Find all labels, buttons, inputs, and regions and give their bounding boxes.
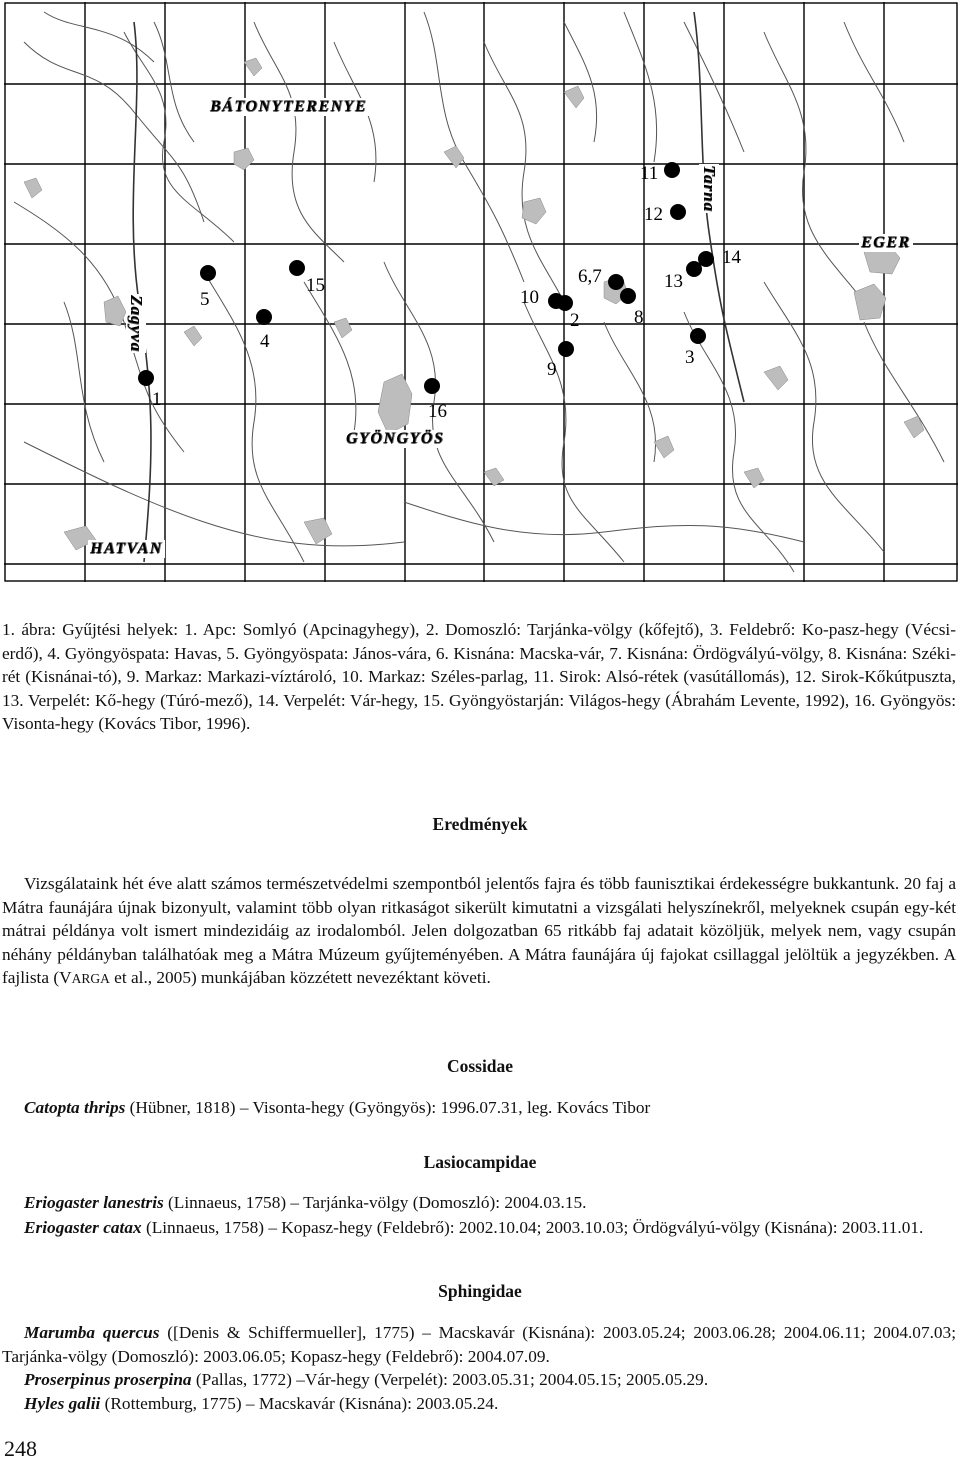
site-11-dot bbox=[664, 162, 680, 178]
site-6-7-dot bbox=[608, 274, 624, 290]
figure-caption: 1. ábra: Gyűjtési helyek: 1. Apc: Somlyó (Apcinagyhegy), 2. Domoszló: Tarjánka-völgy (kőfejtő), 3. Feldebrő: Ko-pasz-hegy (Vécsi-erdő), 4. Gyöngyöspata: Havas, 5. Gyöngyöspata: János-vára, 6. Kisnána: Macska-vár, 7. Kisnána: Ördögvályú-völgy, 8. Kisnána: Széki-rét (Kisnánai-tó), 9. Markaz: Markazi-víztároló, 10. Markaz: Széles-parlag, 11. Sirok: Alsó-rétek (vasútállomás), 12. Sirok-Kőkútpuszta, 13. Verpelét: Kő-hegy (Túró-mező), 14. Verpelét: Vár-hegy, 15. Gyöngyöstarján: Világos-hegy (Ábrahám Levente, 1992), 16. Gyöngyös: Visonta-hegy (Kovács Tibor, 1996). bbox=[2, 620, 956, 733]
species-entry bbox=[2, 1321, 956, 1368]
site-4-dot bbox=[256, 309, 272, 325]
site-16-dot bbox=[424, 378, 440, 394]
results-text-a: Vizsgálataink hét éve alatt számos természetvédelmi szempontból jelentős fajra és több faunisztikai érdekességre bukkantunk. 20 faj a Mátra faunájára újnak bizonyult, valamint több olyan ritkaságot sikerült kimutatni a vizsgálati helyszínekről, melyeknek csupán egy-két mátrai példánya volt ismert mindezidáig az irodalomból. Jelen dolgozatban 65 ritkább faj adatait közöljük, melyek nem, vagy csupán néhány példányban találhatóak meg a Mátra Múzeum gyűjteményében. A Mátra faunájára új fajokat csillaggal jelöltük a jegyzékben. A fajlista (V bbox=[2, 874, 956, 987]
results-heading: Eredmények bbox=[432, 814, 528, 834]
town-gyongyos: GYÖNGYÖS bbox=[346, 430, 445, 447]
site-label-6-7: 6,7 bbox=[578, 266, 602, 287]
site-9-dot bbox=[558, 341, 574, 357]
species-record: (Linnaeus, 1758) – Tarjánka-völgy (Domoszló): 2004.03.15. bbox=[163, 1193, 587, 1212]
species-entry bbox=[2, 1392, 956, 1416]
site-8-dot bbox=[620, 288, 636, 304]
town-hatvan: HATVAN bbox=[90, 540, 163, 557]
family-heading-lasiocampidae: Lasiocampidae bbox=[423, 1152, 537, 1172]
site-label-15: 15 bbox=[306, 275, 325, 296]
species-record: (Linnaeus, 1758) – Kopasz-hegy (Feldebrő): 2002.10.04; 2003.10.03; Ördögvályú-völgy (Kisnána): 2003.11.01. bbox=[141, 1218, 924, 1237]
town-eger: EGER bbox=[861, 234, 911, 251]
map-base bbox=[4, 2, 958, 582]
site-14-dot bbox=[698, 251, 714, 267]
site-label-8: 8 bbox=[634, 307, 644, 328]
species-name: Proserpinus proserpina bbox=[24, 1370, 192, 1389]
map-grid bbox=[4, 2, 958, 582]
species-entry bbox=[2, 1216, 956, 1240]
results-text-b: et al., 2005) munkájában közzétett nevezéktant követi. bbox=[109, 968, 491, 987]
river-zagyva: Zagyva bbox=[127, 295, 146, 352]
site-3-dot bbox=[690, 328, 706, 344]
site-label-10: 10 bbox=[520, 287, 539, 308]
site-label-14: 14 bbox=[722, 247, 741, 268]
species-name: Hyles galii bbox=[24, 1394, 101, 1413]
site-5-dot bbox=[200, 265, 216, 281]
site-1-dot bbox=[138, 370, 154, 386]
site-10-dot bbox=[548, 293, 564, 309]
site-label-3: 3 bbox=[685, 347, 695, 368]
site-label-12: 12 bbox=[644, 204, 663, 225]
site-label-16: 16 bbox=[428, 401, 447, 422]
site-15-dot bbox=[289, 260, 305, 276]
species-entry bbox=[2, 1096, 956, 1120]
site-label-2: 2 bbox=[570, 310, 580, 331]
collection-sites-map bbox=[4, 2, 958, 582]
river-tarna: Tarna bbox=[700, 165, 719, 212]
species-name: Catopta thrips bbox=[24, 1098, 126, 1117]
family-heading-sphingidae: Sphingidae bbox=[438, 1281, 522, 1301]
species-name: Eriogaster catax bbox=[24, 1218, 142, 1237]
species-record: ([Denis & Schiffermueller], 1775) – Macskavár (Kisnána): 2003.05.24; 2003.06.28; 2004.06.11; 2004.07.03; Tarjánka-völgy (Domoszló): 2003.06.05; Kopasz-hegy (Feldebrő): 2004.07.09. bbox=[2, 1323, 956, 1366]
site-label-1: 1 bbox=[152, 389, 162, 410]
map-settlements bbox=[24, 58, 924, 550]
species-name: Marumba quercus bbox=[24, 1323, 160, 1342]
site-label-11: 11 bbox=[640, 163, 659, 184]
site-label-5: 5 bbox=[200, 289, 210, 310]
species-entry bbox=[2, 1368, 956, 1392]
town-batonyterenye: BÁTONYTERENYE bbox=[210, 98, 367, 115]
results-paragraph bbox=[2, 872, 956, 991]
species-name: Eriogaster lanestris bbox=[24, 1193, 164, 1212]
species-record: (Rottemburg, 1775) – Macskavár (Kisnána): 2003.05.24. bbox=[100, 1394, 499, 1413]
family-heading-cossidae: Cossidae bbox=[446, 1056, 514, 1076]
results-author-smallcaps: ARGA bbox=[71, 971, 110, 986]
site-12-dot bbox=[670, 204, 686, 220]
species-record: (Pallas, 1772) –Vár-hegy (Verpelét): 2003.05.31; 2004.05.15; 2005.05.29. bbox=[191, 1370, 709, 1389]
site-label-13: 13 bbox=[664, 271, 683, 292]
site-label-4: 4 bbox=[260, 331, 270, 352]
species-record: (Hübner, 1818) – Visonta-hegy (Gyöngyös): 1996.07.31, leg. Kovács Tibor bbox=[125, 1098, 651, 1117]
page-number: 248 bbox=[4, 1436, 37, 1461]
site-label-9: 9 bbox=[547, 359, 557, 380]
species-entry bbox=[2, 1191, 956, 1215]
